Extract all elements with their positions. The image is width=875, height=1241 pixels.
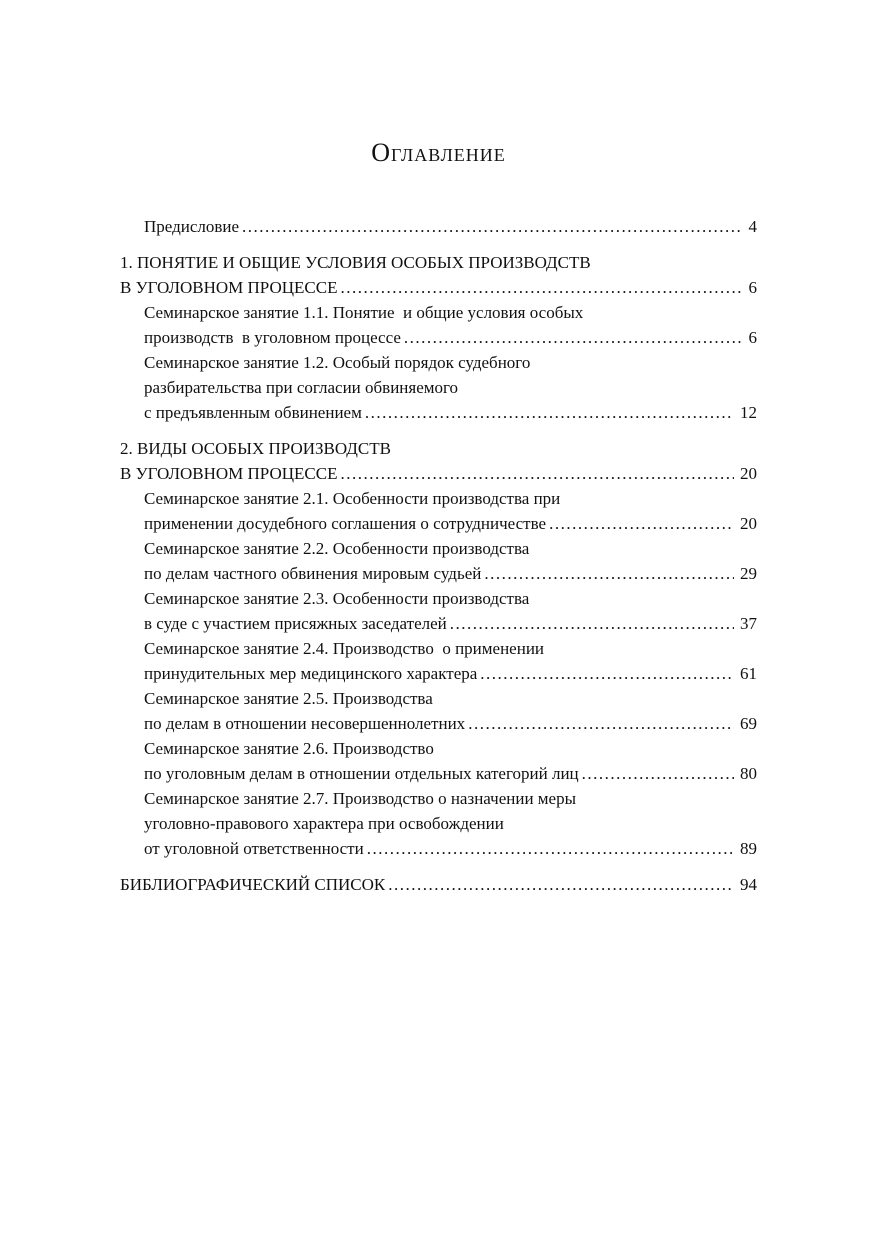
toc-entry-line — [144, 325, 757, 350]
dot-leader — [465, 711, 734, 736]
toc-entry-text: применении досудебного соглашения о сотрудничестве — [144, 514, 547, 533]
page-number: 6 — [748, 328, 757, 347]
page-number: 89 — [740, 839, 757, 858]
toc-entry-line — [144, 611, 757, 636]
dot-leader — [337, 461, 734, 486]
toc-entry-line: 1. ПОНЯТИЕ И ОБЩИЕ УСЛОВИЯ ОСОБЫХ ПРОИЗВОДСТВ — [120, 253, 591, 272]
page-number: 20 — [740, 464, 757, 483]
toc-entry-line — [144, 561, 757, 586]
toc-entry-line — [144, 836, 757, 861]
toc-entry-text: Предисловие — [144, 217, 240, 236]
toc-entry-line — [144, 761, 757, 786]
dot-leader — [401, 325, 743, 350]
toc-entry-text: производств в уголовном процессе — [144, 328, 401, 347]
dot-leader — [546, 511, 734, 536]
toc-entry-line: Семинарское занятие 1.2. Особый порядок судебного — [144, 353, 531, 372]
toc-entry-text: по уголовным делам в отношении отдельных категорий лиц — [144, 764, 579, 783]
toc-entry-text: принудительных мер медицинского характера — [144, 664, 478, 683]
toc-entry — [120, 350, 757, 425]
toc-entry-text: с предъявленным обвинением — [144, 403, 362, 422]
dot-leader — [337, 275, 742, 300]
toc-entry — [120, 686, 757, 736]
toc-entry-line: Семинарское занятие 2.3. Особенности производства — [144, 589, 530, 608]
dot-leader — [477, 661, 734, 686]
toc-entry-text: по делам в отношении несовершеннолетних — [144, 714, 466, 733]
toc-entry — [120, 786, 757, 861]
dot-leader — [447, 611, 734, 636]
toc-entry-text: от уголовной ответственности — [144, 839, 364, 858]
page-number: 4 — [748, 217, 757, 236]
toc-entry-line — [120, 461, 757, 486]
toc-entry-text: БИБЛИОГРАФИЧЕСКИЙ СПИСОК — [120, 875, 386, 894]
toc-entry-line: разбирательства при согласии обвиняемого — [144, 378, 459, 397]
toc-entry — [120, 214, 757, 239]
toc-list — [120, 214, 757, 897]
toc-entry — [120, 536, 757, 586]
page-number: 12 — [740, 403, 757, 422]
toc-entry-line — [144, 214, 757, 239]
page-number: 29 — [740, 564, 757, 583]
toc-entry-line: Семинарское занятие 1.1. Понятие и общие условия особых — [144, 303, 584, 322]
toc-entry — [120, 736, 757, 786]
toc-entry-line: Семинарское занятие 2.6. Производство — [144, 739, 434, 758]
page-number: 20 — [740, 514, 757, 533]
page-number: 94 — [740, 875, 757, 894]
dot-leader — [364, 836, 734, 861]
toc-entry — [120, 636, 757, 686]
page-number: 69 — [740, 714, 757, 733]
toc-entry — [120, 872, 757, 897]
toc-title: Оглавление — [371, 138, 506, 167]
page-number: 61 — [740, 664, 757, 683]
toc-entry — [120, 300, 757, 350]
toc-entry-text: по делам частного обвинения мировым судьей — [144, 564, 482, 583]
toc-entry — [120, 250, 757, 300]
toc-entry-text: В УГОЛОВНОМ ПРОЦЕССЕ — [120, 278, 338, 297]
dot-leader — [239, 214, 742, 239]
toc-entry-line — [144, 661, 757, 686]
toc-entry-text: В УГОЛОВНОМ ПРОЦЕССЕ — [120, 464, 338, 483]
dot-leader — [481, 561, 734, 586]
toc-entry-line: Семинарское занятие 2.5. Производства — [144, 689, 433, 708]
toc-entry-line — [120, 872, 757, 897]
dot-leader — [362, 400, 734, 425]
toc-entry-line: Семинарское занятие 2.4. Производство о применении — [144, 639, 545, 658]
toc-entry-line — [120, 275, 757, 300]
page-number: 6 — [748, 278, 757, 297]
toc-entry-line: Семинарское занятие 2.1. Особенности производства при — [144, 489, 561, 508]
toc-entry — [120, 586, 757, 636]
toc-entry-line — [144, 711, 757, 736]
page-number: 37 — [740, 614, 757, 633]
toc-entry-line: 2. ВИДЫ ОСОБЫХ ПРОИЗВОДСТВ — [120, 439, 391, 458]
toc-entry-line: Семинарское занятие 2.2. Особенности производства — [144, 539, 530, 558]
toc-entry-text: в суде с участием присяжных заседателей — [144, 614, 447, 633]
toc-entry-line — [144, 511, 757, 536]
dot-leader — [579, 761, 734, 786]
toc-entry-line — [144, 400, 757, 425]
dot-leader — [385, 872, 734, 897]
toc-entry — [120, 436, 757, 486]
toc-entry-line: Семинарское занятие 2.7. Производство о назначении меры — [144, 789, 577, 808]
toc-entry-line: уголовно-правового характера при освобождении — [144, 814, 504, 833]
toc-entry — [120, 486, 757, 536]
page-number: 80 — [740, 764, 757, 783]
